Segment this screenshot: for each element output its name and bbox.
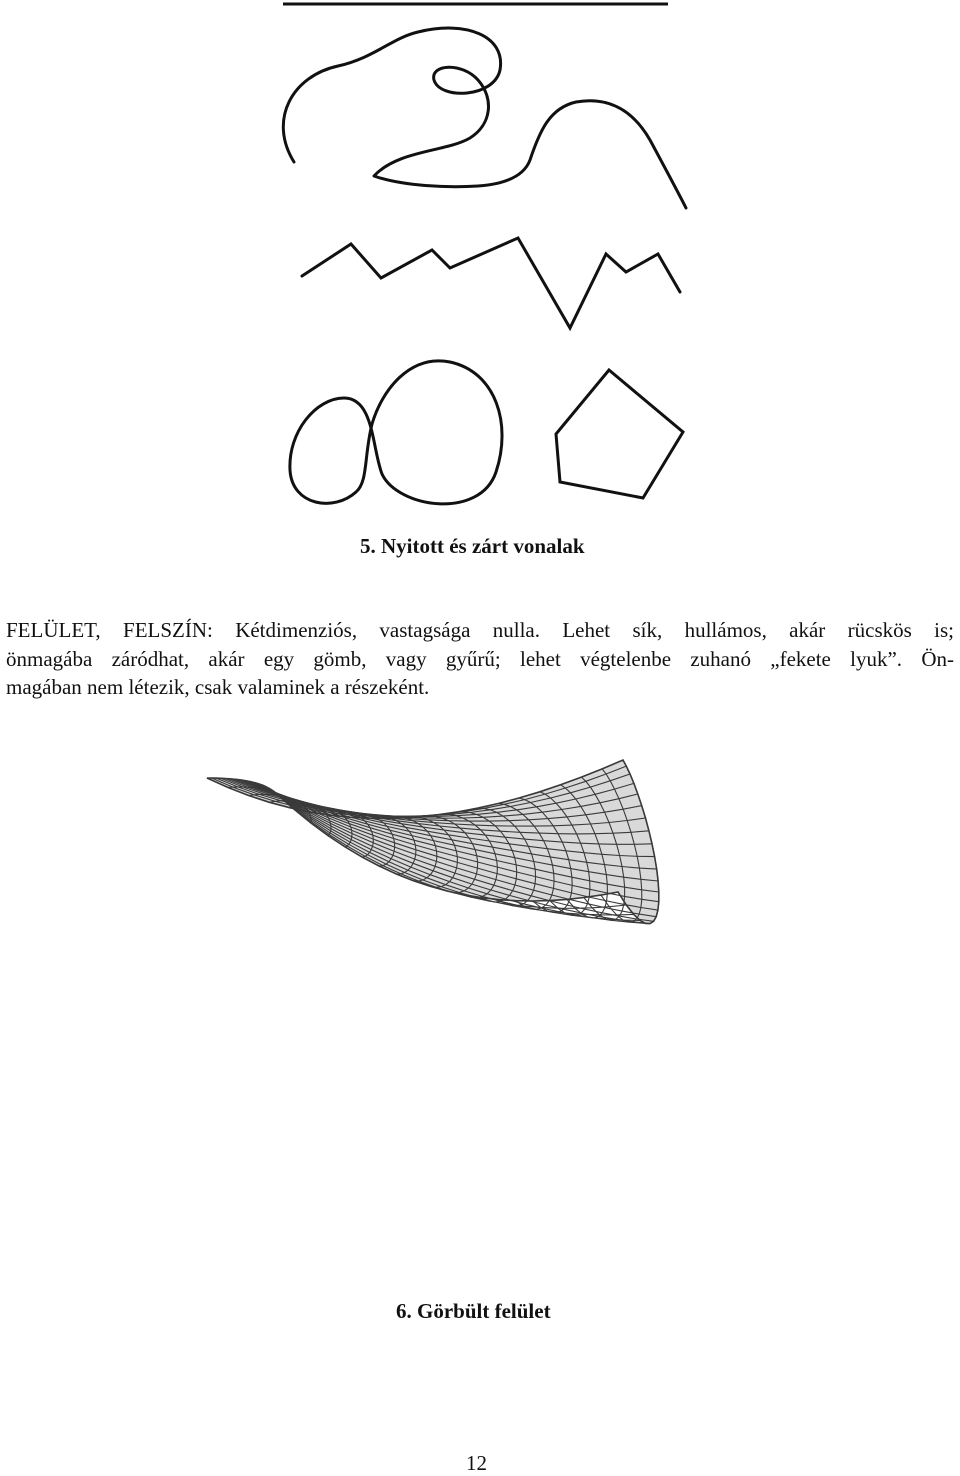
figure-curved-surface [180, 752, 780, 1282]
surface-mesh [207, 760, 659, 924]
open-curved-line [283, 28, 686, 208]
page-number: 12 [466, 1451, 487, 1475]
paragraph-line-3: magában nem létezik, csak valaminek a részeként. [6, 675, 430, 699]
figure-open-closed-lines [0, 0, 960, 520]
surface-outline [207, 760, 659, 924]
figure-5-caption: 5. Nyitott és zárt vonalak [360, 534, 585, 558]
figure-6-caption: 6. Görbült felület [396, 1299, 551, 1323]
body-paragraph [6, 616, 954, 702]
paragraph-line-1: FELÜLET, FELSZÍN: Kétdimenziós, vastagsága nulla. Lehet sík, hullámos, akár rücskös is; [6, 618, 954, 642]
paragraph-line-2: önmagába záródhat, akár egy gömb, vagy gyűrű; lehet végtelenbe zuhanó „fekete lyuk”. Ön- [6, 646, 954, 671]
closed-figure-eight-line [290, 361, 502, 504]
closed-pentagon-line [556, 370, 683, 498]
open-zigzag-line [302, 238, 680, 328]
